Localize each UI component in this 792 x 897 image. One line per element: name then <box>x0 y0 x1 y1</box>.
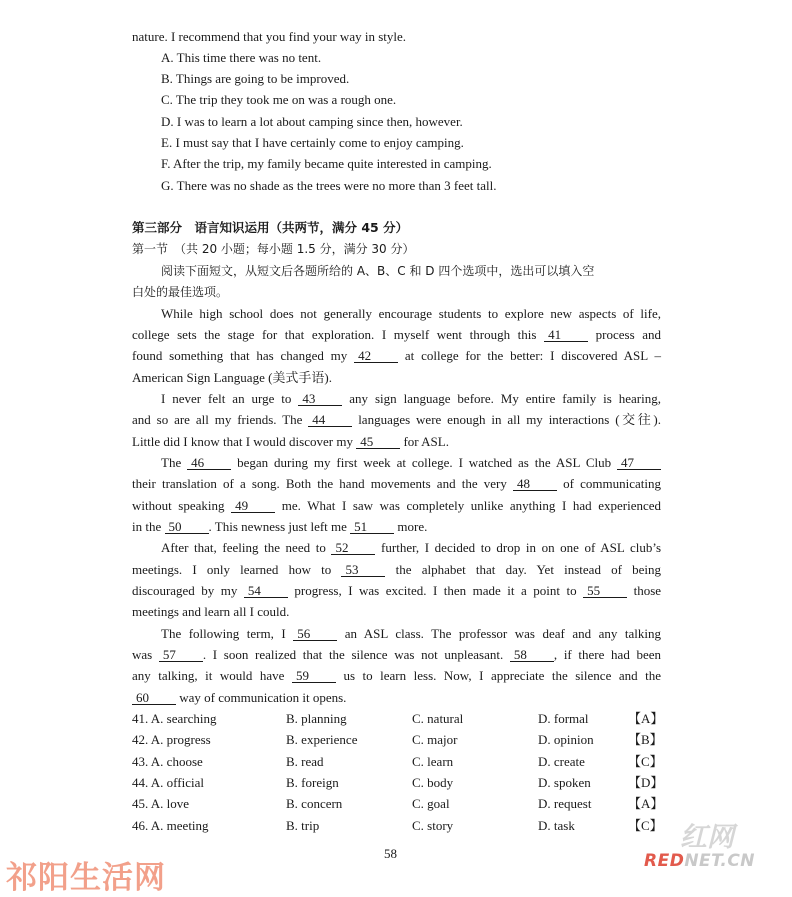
option-45-c[interactable]: C. goal <box>412 796 450 811</box>
option-a: A. This time there was no tent. <box>161 50 322 65</box>
option-44-c[interactable]: C. body <box>412 775 454 790</box>
blank-58[interactable]: 58 <box>510 648 554 662</box>
paragraph-1-line-4: American Sign Language (美式手语). <box>132 370 333 385</box>
paragraph-1-line-1: While high school does not generally encourage students to explore new aspects of life, <box>161 306 661 321</box>
blank-41[interactable]: 41 <box>544 328 588 342</box>
option-e: E. I must say that I have certainly come to enjoy camping. <box>161 135 464 150</box>
paragraph-3-line-3: without speaking 49 me. What I saw was completely unlike anything I had experienced <box>132 498 662 513</box>
blank-44[interactable]: 44 <box>308 413 352 427</box>
blank-57[interactable]: 57 <box>159 648 203 662</box>
answer-key-41: 【A】 <box>628 711 664 726</box>
option-f: F. After the trip, my family became quite interested in camping. <box>161 156 492 171</box>
option-43-c[interactable]: C. learn <box>412 754 454 769</box>
paragraph-2-line-1: I never felt an urge to 43 any sign language before. My entire family is hearing, <box>161 391 661 406</box>
blank-60[interactable]: 60 <box>132 691 176 705</box>
blank-59[interactable]: 59 <box>292 669 336 683</box>
paragraph-3-line-1: The 46 began during my first week at college. I watched as the ASL Club 47 <box>161 454 661 472</box>
instruction-line-2: 白处的最佳选项。 <box>132 285 229 299</box>
option-46-a[interactable]: 46. A. meeting <box>132 818 209 833</box>
blank-53[interactable]: 53 <box>341 563 385 577</box>
option-41-a[interactable]: 41. A. searching <box>132 711 217 726</box>
part-title: 第三部分 语言知识运用（共两节，满分 45 分） <box>132 220 409 235</box>
option-b: B. Things are going to be improved. <box>161 71 350 86</box>
option-45-b[interactable]: B. concern <box>286 796 343 811</box>
option-46-b[interactable]: B. trip <box>286 818 320 833</box>
answer-key-46: 【C】 <box>628 818 663 833</box>
answer-key-42: 【B】 <box>628 732 663 747</box>
option-c: C. The trip they took me on was a rough one. <box>161 92 397 107</box>
paragraph-4-line-4: meetings and learn all I could. <box>132 604 290 619</box>
option-42-d[interactable]: D. opinion <box>538 732 594 747</box>
paragraph-5-line-1: The following term, I 56 an ASL class. The professor was deaf and any talking <box>161 626 662 641</box>
paragraph-1-line-3: found something that has changed my 42 at college for the better: I discovered ASL – <box>132 348 661 363</box>
paragraph-3-line-2: their translation of a song. Both the hand movements and the very 48 of communicating <box>132 476 662 491</box>
option-41-b[interactable]: B. planning <box>286 711 347 726</box>
paragraph-2-line-2: and so are all my friends. The 44 languages were enough in all my interactions (交往). <box>132 412 662 427</box>
blank-45[interactable]: 45 <box>356 435 400 449</box>
answer-row-42 <box>132 731 672 749</box>
paragraph-4-line-2: meetings. I only learned how to 53 the alphabet that day. Yet instead of being <box>132 562 662 577</box>
answer-row-45 <box>132 795 672 813</box>
answer-key-43: 【C】 <box>628 754 663 769</box>
option-43-b[interactable]: B. read <box>286 754 324 769</box>
option-45-a[interactable]: 45. A. love <box>132 796 190 811</box>
option-42-b[interactable]: B. experience <box>286 732 358 747</box>
paragraph-3-line-4: in the 50 . This newness just left me 51 more. <box>132 519 428 534</box>
answer-row-46 <box>132 817 672 835</box>
blank-52[interactable]: 52 <box>331 541 375 555</box>
option-41-c[interactable]: C. natural <box>412 711 464 726</box>
option-42-c[interactable]: C. major <box>412 732 458 747</box>
instruction-line-1: 阅读下面短文，从短文后各题所给的 A、B、C 和 D 四个选项中，选出可以填入空 <box>161 264 595 278</box>
option-42-a[interactable]: 42. A. progress <box>132 732 211 747</box>
paragraph-4-line-1: After that, feeling the need to 52 further, I decided to drop in on one of ASL club’s <box>161 540 661 555</box>
answer-row-43 <box>132 753 672 771</box>
answer-row-44 <box>132 774 672 792</box>
option-g: G. There was no shade as the trees were no more than 3 feet tall. <box>161 178 497 193</box>
paragraph-5-line-2: was 57 . I soon realized that the silence was not unpleasant. 58 , if there had been <box>132 647 662 662</box>
blank-49[interactable]: 49 <box>231 499 275 513</box>
answer-row-41 <box>132 710 672 728</box>
blank-50[interactable]: 50 <box>165 520 209 534</box>
blank-56[interactable]: 56 <box>293 627 337 641</box>
option-44-a[interactable]: 44. A. official <box>132 775 204 790</box>
option-44-b[interactable]: B. foreign <box>286 775 339 790</box>
blank-42[interactable]: 42 <box>354 349 398 363</box>
paragraph-5-line-3: any talking, it would have 59 us to learn less. Now, I appreciate the silence and the <box>132 668 662 683</box>
blank-47[interactable]: 47 <box>617 456 661 470</box>
option-d: D. I was to learn a lot about camping since then, however. <box>161 114 463 129</box>
blank-55[interactable]: 55 <box>583 584 627 598</box>
page-number: 58 <box>384 846 397 861</box>
site-watermark-left: 祁阳生活网 <box>6 860 166 896</box>
option-43-a[interactable]: 43. A. choose <box>132 754 203 769</box>
option-46-d[interactable]: D. task <box>538 818 575 833</box>
paragraph-5-line-4: 60 way of communication it opens. <box>132 689 661 707</box>
rednet-watermark <box>644 815 774 875</box>
blank-43[interactable]: 43 <box>298 392 342 406</box>
paragraph-2-line-3: Little did I know that I would discover my 45 for ASL. <box>132 434 449 449</box>
blank-51[interactable]: 51 <box>350 520 394 534</box>
paragraph-1-line-2: college sets the stage for that exploration. I myself went through this 41 process and <box>132 327 662 342</box>
option-44-d[interactable]: D. spoken <box>538 775 591 790</box>
passage-tail: nature. I recommend that you find your way in style. <box>132 29 407 44</box>
rednet-url: REDNET.CN <box>644 851 756 871</box>
option-46-c[interactable]: C. story <box>412 818 454 833</box>
option-45-d[interactable]: D. request <box>538 796 592 811</box>
answer-key-44: 【D】 <box>628 775 664 790</box>
sub-title: 第一节 （共 20 小题；每小题 1.5 分，满分 30 分） <box>132 242 415 256</box>
paragraph-4-line-3: discouraged by my 54 progress, I was excited. I then made it a point to 55 those <box>132 583 662 598</box>
blank-46[interactable]: 46 <box>187 456 231 470</box>
answer-key-45: 【A】 <box>628 796 664 811</box>
option-43-d[interactable]: D. create <box>538 754 585 769</box>
blank-54[interactable]: 54 <box>244 584 288 598</box>
blank-48[interactable]: 48 <box>513 477 557 491</box>
option-41-d[interactable]: D. formal <box>538 711 589 726</box>
rednet-logo-text: 红网 <box>680 822 734 853</box>
